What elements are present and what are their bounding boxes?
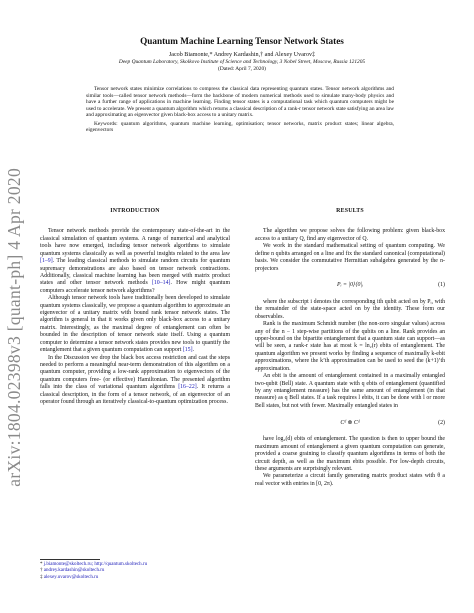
results-paragraph-5: An ebit is the amount of entanglement contained in a maximally entangled two-qubit (Bell) state. A quantum state with q ebits of entanglement (quantified by any entanglement measure) has the same amount of entanglement (in that measure) as q Bell states. If a task requires l ebits, it can be done with l or more Bell states, but not with fewer. Maximally entangled states in [255,373,445,409]
equation-2 [255,418,445,428]
keywords: Keywords: quantum algorithms, quantum machine learning, optimisation; tensor networks, matrix product states; linear algebra, eigenvectors [86,120,394,134]
introduction-heading: INTRODUCTION [110,208,160,214]
footnote-email-link[interactable]: andrey.kardashin@skoltech.ru [43,568,105,574]
results-paragraph-7: We parameterize a circuit family generating matrix product states with θ a real vector with entries in [0, 2π). [255,473,445,487]
equation-1-body: Pᵢ = |0⟩⟨0|ᵢ [337,282,363,289]
intro-p1-text-b: . The leading classical methods to simulate random circuits for quantum supremacy demonstrations are also based on tensor network contractions. Additionally, classical machine learning has been merged with matrix product states and other tensor network methods [40,258,230,287]
paper-header [30,36,454,73]
date-line: (Dated: April 7, 2020) [218,66,266,73]
author-list: Jacob Biamonte,* Andrey Kardashin,† and Alexey Uvarov‡ [168,52,316,58]
results-paragraph-4: Rank is the maximum Schmidt number (the non-zero singular values) across any of the n − 1 step-wise partitions of the qubits on a line. Rank provides an upper-bound on the bipartite entanglement that a quantum state can support—as will be seen, a rank-r state has at most k = ln₂(r) ebits of entanglement. The quantum algorithm we present works by finding a sequence of maximally k-ebit approximations, where the k’th approximation can be used to seed the (k+1)’th approximation. [255,321,445,372]
intro-p1-text-c: . How might quantum computers accelerate tensor network algorithms? [40,280,230,294]
paper-title: Quantum Machine Learning Tensor Network States [140,36,344,46]
intro-p3-text-a: In the Discussion we drop the black box access restriction and cast the steps needed to perform a meaningful near-term demonstration of this algorithm on a quantum computer, providing a low-rank approximation to eigenvectors of the quantum computers free- (or effective) Hamiltonian. The presented algorithm falls into the class of variational quantum algorithms [40,354,230,391]
left-column [40,208,230,407]
footnote-mark: * [40,562,43,567]
results-paragraph-3: where the subscript i denotes the corresponding ith qubit acted on by Pᵢ, with the remainder of the state-space acted on by the identity. These form our observables. [255,298,445,320]
footnotes [40,559,230,581]
equation-2-number: (2) [438,419,445,426]
intro-p2-text-a: Although tensor network tools have traditionally been developed to simulate quantum systems classically, we propose a quantum algorithm to approximate an eigenvector of a unitary matrix with bound rank tensor network states. The algorithm is general in that it works given only black-box access to a unitary matrix. Interestingly, as the maximal degree of entanglement can often be bounded in the description of tensor network state itself. Using a quantum computer to determine a tensor network states provides new tools to quantify the entanglement that a given quantum computation can support [40,295,230,354]
citation-link[interactable]: [16–22] [178,384,197,391]
equation-1 [255,281,445,291]
footnote-mark: † [40,568,43,574]
intro-paragraph-2 [40,295,230,354]
citation-link[interactable]: [10–14] [151,280,171,287]
intro-p2-text-b: . [192,347,195,354]
affiliation: Deep Quantum Laboratory, Skolkovo Institute of Science and Technology, 3 Nobel Street, Moscow, Russia 121205 [118,59,366,66]
results-paragraph-1: The algorithm we propose solves the following problem: given black-box access to a unitary Q, find any eigenvector of Q. [255,228,445,242]
intro-paragraph-3 [40,355,230,407]
footnote-3 [40,575,230,581]
intro-p1-text-a: Tensor network methods provide the contemporary state-of-the-art in the classical simulation of quantum systems. A range of numerical and analytical tools have now emerged, including tensor network algorithms to simulate quantum systems classically as well as powerful insights related to the area law [40,228,230,257]
results-paragraph-6: have log₂(d) ebits of entanglement. The question is then to upper bound the maximum amount of entanglement a given quantum computation can generate, provided a coarse graining to classify quantum algorithms in terms of both the circuit depth, as well as the maximum ebits possible. For low-depth circuits, these arguments are surprisingly relevant. [255,436,445,472]
results-heading: RESULTS [336,208,364,214]
results-paragraph-2: We work in the standard mathematical setting of quantum computing. We define n qubits arranged on a line and fix the standard canonical (computational) basis. We consider the commutative Hermitian subalgebra generated by the n-projectors [255,243,445,272]
citation-link[interactable]: [15] [182,347,193,354]
footnote-email-link[interactable]: j.biamonte@skoltech.ru; http://quantum.skoltech.ru [43,562,148,567]
footnote-rule [40,559,100,560]
equation-1-number: (1) [438,282,445,289]
arxiv-identifier: arXiv:1804.02398v3 [quant-ph] 4 Apr 2020 [4,168,24,487]
footnote-mark: ‡ [40,574,43,580]
abstract-text: Tensor network states minimize correlations to compress the classical data representing quantum states. Tensor network algorithms and similar tools—called tensor network methods—form the backbone of modern numerical methods used to simulate many-body physics and have a further range of applications in machine learning. Finding tensor states is a computational task which quantum computers might be used to accelerate. We present a quantum algorithm which returns a classical description of a rank-r tensor network state satisfying an area law and approximating an eigenvector given black-box access to a unitary matrix. [86,86,394,119]
intro-p3-text-b: . It returns a classical description, in the form of a tensor network, of an eigenvector of an operator found through an iteratively classical-to-quantum optimization process. [40,384,231,406]
intro-paragraph-1 [40,228,230,295]
equation-2-body: Cᵈ ⊗ Cᵈ [340,419,360,426]
abstract [86,86,394,134]
citation-link[interactable]: [1–9] [40,258,53,265]
footnote-email-link[interactable]: alexey.uvarov@skoltech.ru [43,574,99,580]
right-column [255,208,445,488]
